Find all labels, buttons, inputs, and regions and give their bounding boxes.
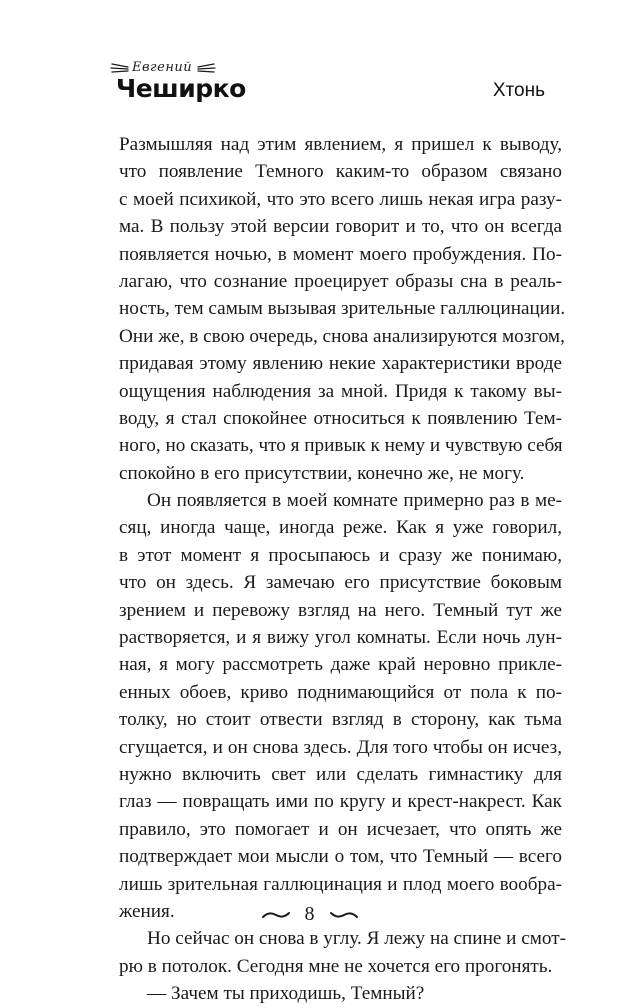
text-line: подтверждает мои мысли о том, что Темный — всего (119, 846, 562, 868)
logo-author-last-name: Чеширко (116, 74, 246, 103)
logo-whisker-right-icon (194, 62, 216, 74)
text-line: Он появляется в моей комнате примерно раз в ме- (147, 490, 562, 512)
text-line: ощущения наблюдения за мной. Придя к такому вы- (119, 380, 562, 402)
text-line: спокойно в его присутствии, конечно же, не могу. (119, 462, 525, 484)
text-line: придавая этому явлению некие характеристики вроде (119, 353, 562, 375)
tilde-ornament-right-icon (329, 909, 359, 921)
text-line: Но сейчас он снова в углу. Я лежу на спине и смот- (147, 928, 566, 950)
text-line: жения. (119, 900, 175, 922)
text-line: правило, это помогает и он исчезает, что опять же (119, 818, 562, 840)
page-number: 8 (304, 903, 315, 925)
text-line: ного, но сказать, что я привык к нему и чувствую себя (119, 435, 563, 457)
author-logo (110, 60, 246, 112)
logo-author-first-name: Евгений (132, 60, 193, 75)
text-line: рю в потолок. Сегодня мне не хочется его прогонять. (119, 955, 553, 977)
text-line: ная, я могу рассмотреть даже край неровно прикле- (119, 654, 562, 676)
text-line: Размышляя над этим явлением, я пришел к выводу, (119, 134, 562, 155)
text-line: воду, я стал спокойнее относиться к появлению Тем- (119, 407, 562, 429)
text-line: зрением и перевожу взгляд на него. Темный тут же (119, 599, 562, 621)
text-line: глаз — повращать ими по кругу и крест-накрест. Как (119, 791, 562, 813)
text-line: ность, тем самым вызывая зрительные галлюцинации. (119, 298, 566, 320)
text-line: нужно включить свет или сделать гимнастику для (119, 763, 562, 785)
text-line: что он здесь. Я замечаю его присутствие боковым (119, 572, 562, 594)
body-text (119, 131, 566, 1008)
text-line: — Зачем ты приходишь, Темный? (147, 983, 425, 1005)
text-line: Они же, в свою очередь, снова анализируются мозгом, (119, 325, 565, 347)
text-line: растворяется, и я вижу угол комнаты. Если ночь лун- (119, 627, 562, 649)
text-line: лагаю, что сознание проецирует образы сна в реаль- (119, 270, 562, 292)
text-line: появляется ночью, в момент моего пробуждения. По- (119, 243, 562, 265)
text-line: с моей психикой, что это всего лишь некая игра разу- (119, 188, 562, 210)
text-line: сгущается, и он снова здесь. Для того чтобы он исчез, (119, 736, 562, 758)
page-folio (0, 903, 619, 926)
text-line: что появление Темного каким-то образом связано (119, 161, 562, 183)
text-line: в этот момент я просыпаюсь и сразу же понимаю, (119, 544, 562, 566)
text-line: лишь зрительная галлюцинация и плод моего вообра- (119, 873, 562, 895)
text-line: толку, но стоит отвести взгляд в сторону, как тьма (119, 709, 562, 731)
text-line: сяц, иногда чаще, иногда реже. Как я уже говорил, (119, 517, 562, 539)
text-line: енных обоев, криво поднимающийся от пола к по- (119, 681, 562, 703)
running-title: Хтонь (492, 80, 545, 101)
text-line: ма. В пользу этой версии говорит и то, что он всегда (119, 216, 562, 238)
logo-whisker-left-icon (110, 62, 132, 74)
tilde-ornament-left-icon (261, 909, 291, 921)
